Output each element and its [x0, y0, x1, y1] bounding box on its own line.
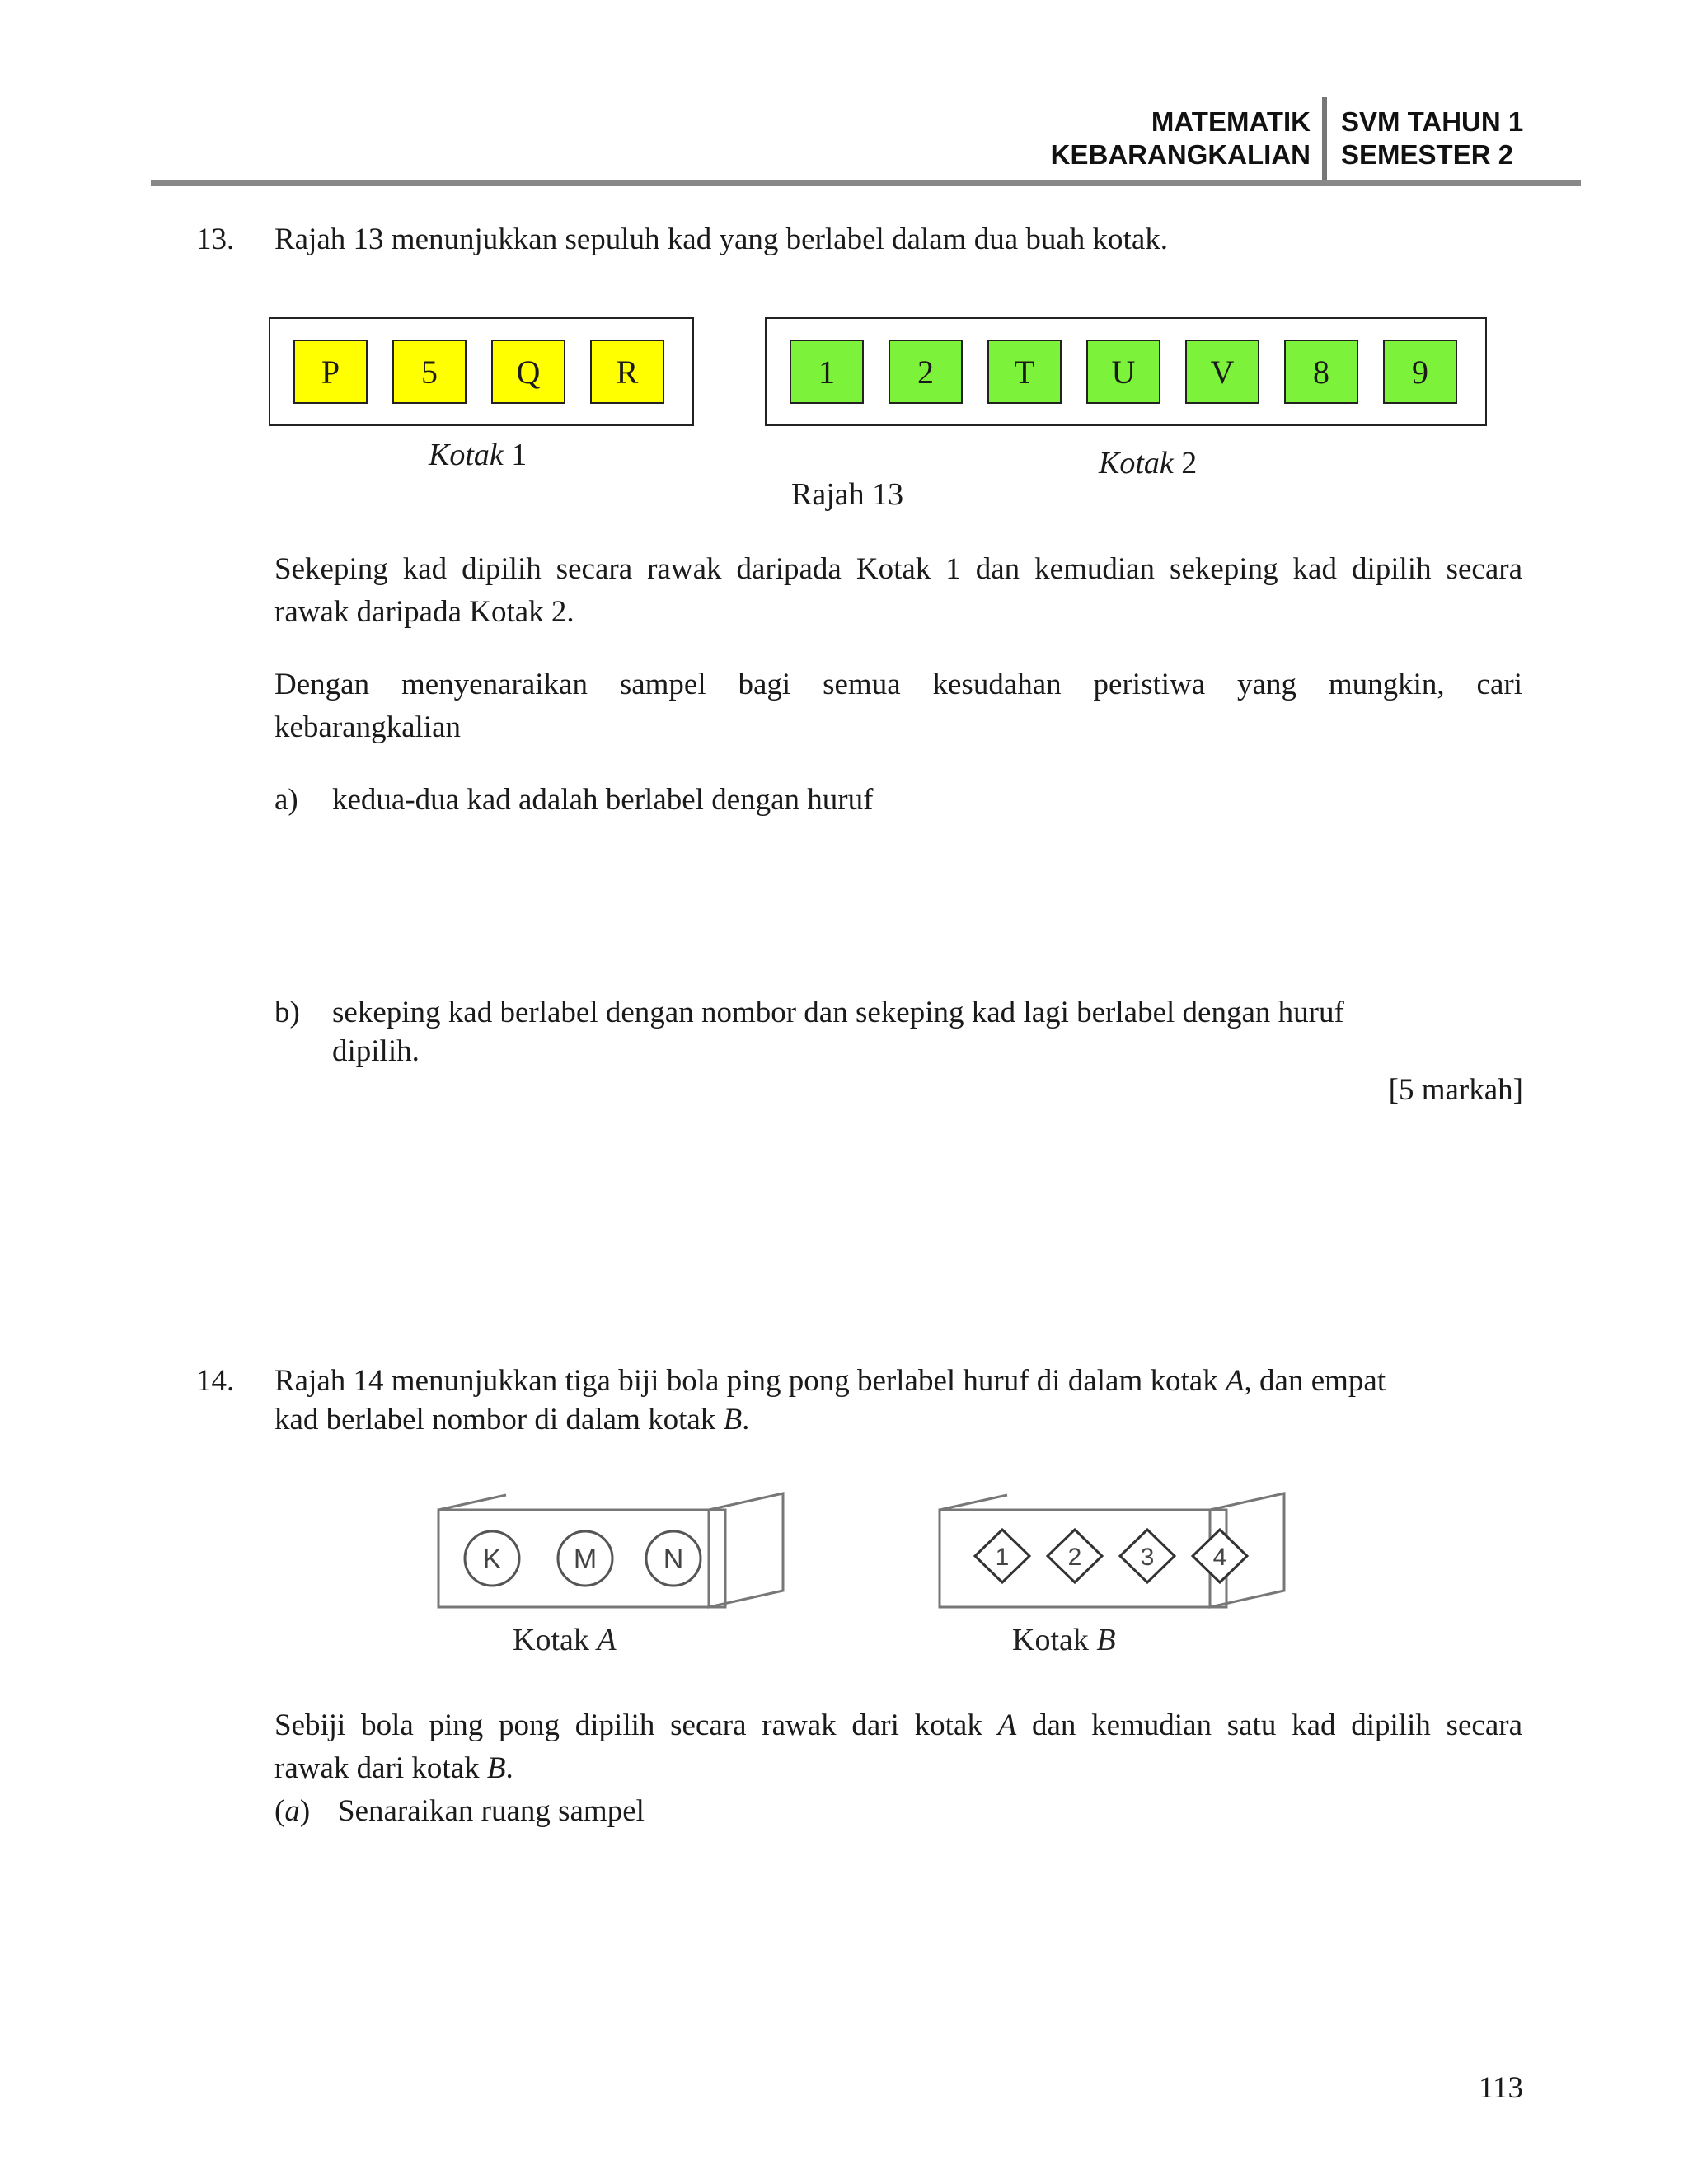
q13-number: 13.: [196, 223, 235, 256]
q14-number: 14.: [196, 1364, 235, 1398]
card-box2-6: 8: [1284, 340, 1358, 404]
card-box2-5: V: [1185, 340, 1259, 404]
header-topic: KEBARANGKALIAN: [1050, 139, 1311, 170]
ball-k-label: K: [482, 1544, 502, 1575]
q13-part-a-label: a): [274, 783, 298, 817]
kotak-2-caption: Kotak 2: [1099, 446, 1198, 480]
card-box2-3: T: [987, 340, 1062, 404]
kotak-a-flap-left: [438, 1495, 506, 1510]
card-diamond-3-label: 3: [1140, 1544, 1155, 1571]
header-right: [1341, 105, 1523, 171]
kotak-b-illustration: [930, 1483, 1292, 1615]
header-divider-vertical: [1322, 97, 1327, 186]
card-diamond-4-label: 4: [1212, 1544, 1227, 1571]
card-box2-4: U: [1086, 340, 1160, 404]
q13-para1-line2: rawak daripada Kotak 2.: [274, 595, 574, 629]
ball-m-label: M: [573, 1544, 598, 1575]
header-course: SVM TAHUN 1: [1341, 106, 1524, 137]
card-diamond-1-label: 1: [995, 1544, 1010, 1571]
card-box2-2: 2: [889, 340, 963, 404]
q13-part-b-label: b): [274, 996, 300, 1029]
card-diamond-2-label: 2: [1067, 1544, 1082, 1571]
q13-para2-line1: Dengan menyenaraikan sampel bagi semua kesudahan peristiwa yang mungkin, cari: [274, 668, 1522, 701]
header-subject: MATEMATIK: [1151, 106, 1311, 137]
q13-para1-line1: Sekeping kad dipilih secara rawak daripada Kotak 1 dan kemudian sekeping kad dipilih secara: [274, 552, 1522, 586]
kotak-1-caption: Kotak 1: [429, 438, 528, 472]
card-box2-7: 9: [1383, 340, 1457, 404]
card-box2-1: 1: [790, 340, 864, 404]
kotak-b-flap-left: [940, 1495, 1007, 1510]
kotak-a-label: Kotak A: [513, 1623, 617, 1657]
card-box1-3: Q: [491, 340, 565, 404]
q14-para-line2: rawak dari kotak B.: [274, 1751, 513, 1785]
q13-part-a-text: kedua-dua kad adalah berlabel dengan huruf: [332, 783, 874, 817]
card-box1-2: 5: [392, 340, 467, 404]
q14-intro-line2: kad berlabel nombor di dalam kotak B.: [274, 1403, 750, 1436]
header-left: [1051, 105, 1311, 171]
q13-intro: Rajah 13 menunjukkan sepuluh kad yang berlabel dalam dua buah kotak.: [274, 223, 1169, 256]
kotak-a-illustration: [429, 1483, 791, 1615]
q14-intro-line1: Rajah 14 menunjukkan tiga biji bola ping pong berlabel huruf di dalam kotak A, dan empat: [274, 1364, 1386, 1398]
q14-part-a-text: Senaraikan ruang sampel: [338, 1794, 645, 1828]
card-box1-4: R: [590, 340, 664, 404]
q13-part-b-line2: dipilih.: [332, 1034, 420, 1068]
q14-para-line1: Sebiji bola ping pong dipilih secara rawak dari kotak A dan kemudian satu kad dipilih secara: [274, 1708, 1522, 1742]
card-box1-1: P: [293, 340, 368, 404]
kotak-b-label: Kotak B: [1012, 1623, 1116, 1657]
page-number: 113: [1478, 2071, 1523, 2105]
q13-part-b-line1: sekeping kad berlabel dengan nombor dan sekeping kad lagi berlabel dengan huruf: [332, 996, 1344, 1029]
q13-para2-line2: kebarangkalian: [274, 710, 461, 744]
q13-marks: [5 markah]: [1388, 1073, 1523, 1107]
header-semester: SEMESTER 2: [1341, 139, 1514, 170]
header-rule: [151, 180, 1581, 186]
rajah-13-caption: Rajah 13: [791, 477, 904, 512]
q14-part-a-label: (a): [274, 1794, 311, 1828]
ball-n-label: N: [663, 1544, 684, 1575]
